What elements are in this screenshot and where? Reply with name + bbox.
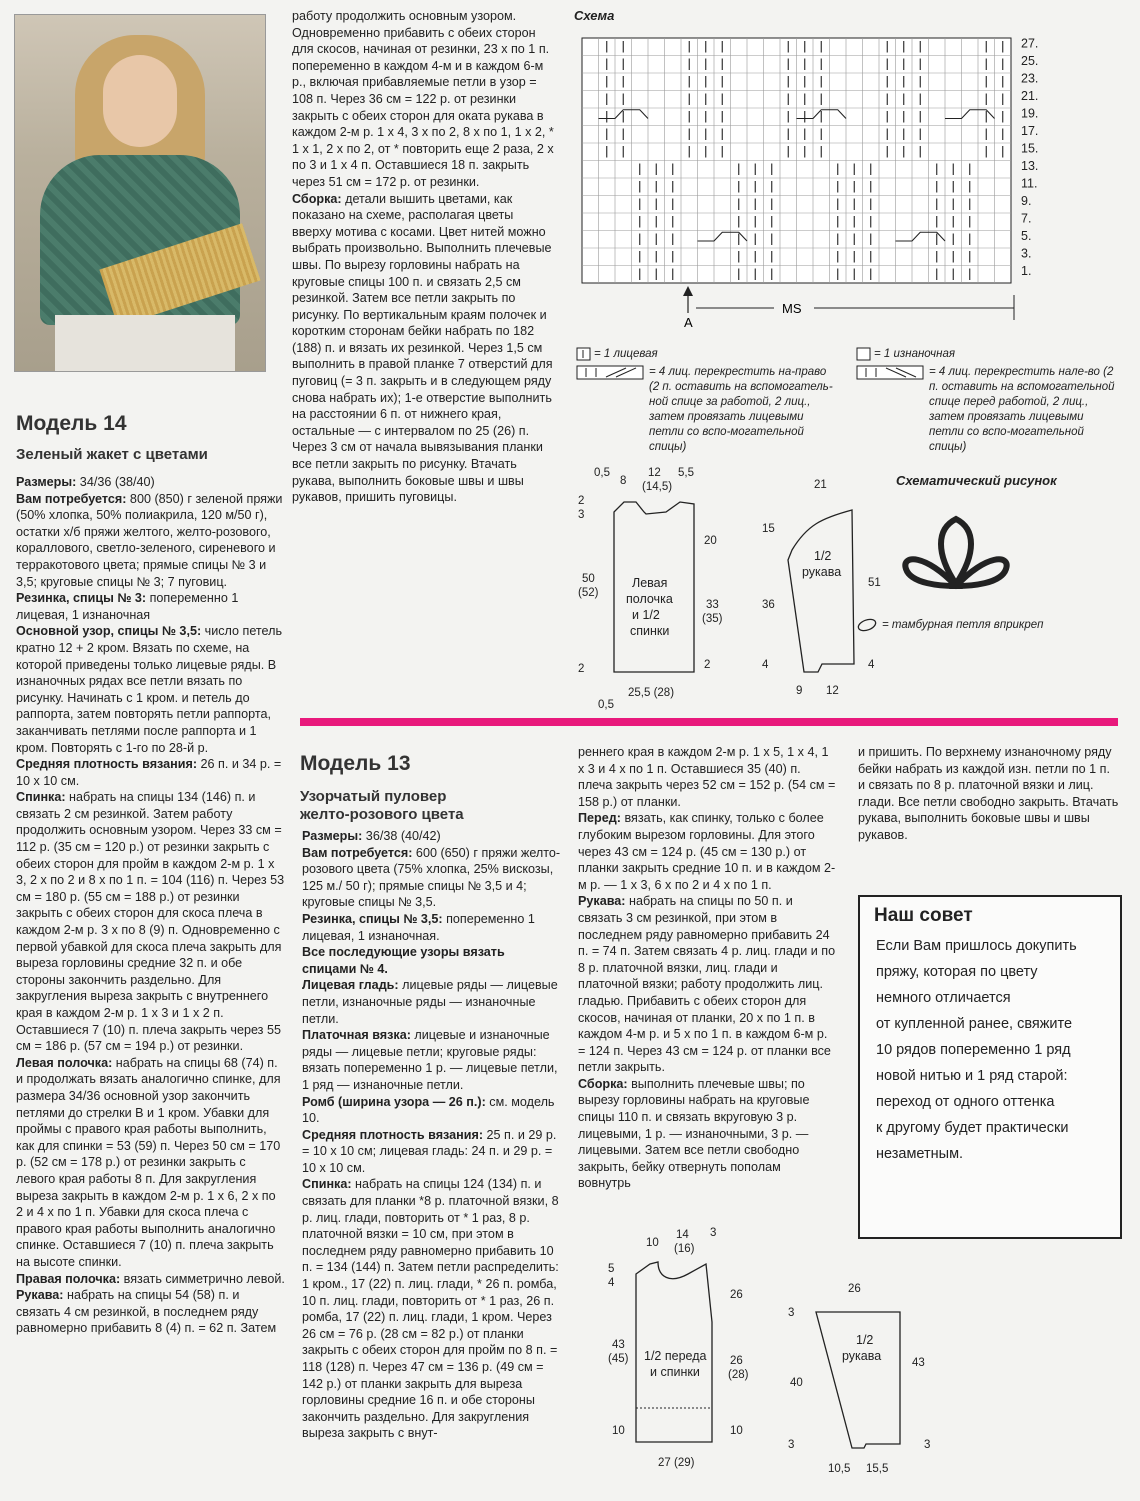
svg-text:26: 26 xyxy=(848,1283,861,1295)
model13-title: Модель 13 xyxy=(300,752,411,775)
svg-text:12: 12 xyxy=(826,685,839,697)
legend-cross-left: = 4 лиц. перекрестить нале-во (2 п. оставить на вспомогательной спице перед работой, 2 лиц., затем провязать лицевыми петли со вспо-могательной спицы) xyxy=(929,366,1115,453)
svg-text:43: 43 xyxy=(612,1339,625,1351)
paragraph: Рукава: набрать на спицы 54 (58) п. и связать 4 см резинкой, в последнем ряду равномерно прибавить 8 (4) п. = 62 п. Затем xyxy=(16,1288,277,1336)
paragraph: и пришить. По верхнему изнаночному ряду бейки набрать из каждой изн. петли по 1 п. и связать по 8 р. платочной вязки и лиц. глади. Все петли свободно закрыть. Втачать рукава, выполнить боковые швы и швы рукавов. xyxy=(858,745,1119,842)
svg-text:рукава: рукава xyxy=(842,1349,882,1363)
svg-text:5,5: 5,5 xyxy=(678,467,694,479)
svg-text:20: 20 xyxy=(704,535,717,547)
tip-title: Наш совет xyxy=(874,905,973,926)
svg-text:14: 14 xyxy=(676,1229,689,1241)
svg-text:(16): (16) xyxy=(674,1243,695,1255)
legend-chain-stitch: = тамбурная петля вприкреп xyxy=(882,619,1044,631)
svg-text:(52): (52) xyxy=(578,587,599,599)
model13-sleeve-diagram xyxy=(780,1272,940,1492)
svg-text:5: 5 xyxy=(608,1263,615,1275)
model13-column-3 xyxy=(858,744,1120,844)
paragraph: Сборка: выполнить плечевые швы; по вырезу горловины набрать на круговые спицы 110 п. и связать вкруговую 3 р. лицевыми, 1 р. — изнаночными, 3 р. — лицевыми. Затем все петли свободно закрыть, бейку отвернуть пополам вовнутрь xyxy=(578,1076,810,1191)
svg-text:25,5 (28): 25,5 (28) xyxy=(628,687,675,699)
svg-text:(45): (45) xyxy=(608,1353,629,1365)
paragraph: Вам потребуется: 600 (650) г пряжи желто-розового цвета (75% хлопка, 25% вискозы, 125 м./ 50 г); прямые спицы № 3,5 и 4; круговые спицы № 3,5. xyxy=(302,845,561,910)
legend-purl: = 1 изнаночная xyxy=(874,348,955,360)
svg-text:1/2 переда: 1/2 переда xyxy=(644,1349,707,1363)
svg-text:21: 21 xyxy=(814,479,827,491)
svg-text:26: 26 xyxy=(730,1355,743,1367)
chart-row-label: 7. xyxy=(1021,211,1032,226)
tip-line: незаметным. xyxy=(876,1146,964,1162)
svg-text:10: 10 xyxy=(646,1237,659,1249)
svg-text:10: 10 xyxy=(730,1425,743,1437)
paragraph: Левая полочка: набрать на спицы 68 (74) п. и продолжать вязать аналогично спинке, для размера 34/36 основной узор закончить петлями до стрелки В и 1 кром. Убавки для проймы с правого края работы выполнить, как для спинки = 53 (59) п. Через 50 см = 170 р. (52 см = 178 р.) от резинки закрыть с левого края работы 8 п. Для закругления выреза закрыть в каждом 2-м р. 1 х 6, 2 х по 2 и 4 х по 1 п. Убавки для скоса плеча с правого края работы выполнить аналогично спинке. Оставшиеся 7 (10) п. плеча закрыть на высоте спинки. xyxy=(16,1055,281,1269)
scheme-drawing-title: Схематический рисунок xyxy=(896,473,1057,488)
svg-text:36: 36 xyxy=(762,599,775,611)
svg-text:4: 4 xyxy=(868,659,875,671)
chart-row-label: 25. xyxy=(1021,54,1039,69)
paragraph: Рукава: набрать на спицы по 50 п. и связать 3 см резинкой, при этом в последнем ряду равномерно прибавить 24 п. = 74 п. Затем связать 4 р. лиц. глади и по 8 р. платочной вязки, лиц. глади и платочной вязки; работу продолжить лиц. гладью. Прибавить с обеих сторон для скосов, начиная от планки, 20 х по 1 п. в каждом 4-м р. и 5 х по 1 п. в каждом 6-м р. = 124 п. Через 43 см = 124 р. от планки все петли закрыть. xyxy=(578,894,836,1075)
svg-text:27 (29): 27 (29) xyxy=(658,1457,695,1469)
svg-text:40: 40 xyxy=(790,1377,803,1389)
chart-marker-ms: MS xyxy=(782,301,802,316)
model14-column-1 xyxy=(16,474,286,1337)
svg-text:9: 9 xyxy=(796,685,803,697)
tip-line: Если Вам пришлось докупить xyxy=(876,938,1077,954)
model14-subtitle: Зеленый жакет с цветами xyxy=(16,446,208,463)
paragraph: Перед: вязать, как спинку, только с более глубоким вырезом горловины. Для этого через 43 см = 124 р. (45 см = 130 р.) от планки закрыть средние 10 п. и в каждом 2-м р. — 1 х 3, 6 х по 2 и 4 х по 1 п. xyxy=(578,811,836,892)
tip-box xyxy=(858,895,1122,1239)
paragraph: Основной узор, спицы № 3,5: число петель кратно 12 + 2 кром. Вязать по схеме, на которой приведены только лицевые ряды. В изнаночных рядах все петли вязать по рисунку. Начинать с 1 кром. и петель до раппорта, затем повторять петли раппорта, заканчивать петлями после раппорта и 1 кром. Повторять с 1-го по 28-й р. xyxy=(16,624,283,755)
paragraph: Спинка: набрать на спицы 134 (146) п. и связать 2 см резинкой. Затем работу продолжить основным узором. Через 33 см = 112 р. (35 см = 120 р.) от резинки закрыть с обеих сторон для пройм в каждом 2-м р. 1 х 3, 2 х по 2 и 8 х по 1 п. = 104 (116) п. Через 53 см = 180 р. (55 см = 188 р.) от резинки закрыть с обеих сторон для скоса плеча в каждом 2-м р. 3 х по 8 (9) п. Одновременно с первой убавкой для скоса плеча закрыть для выреза горловины средние 32 п. и обе стороны закончить раздельно. Для закругления выреза закрыть с внутреннего края в каждом 2-м р. 1 х 3 и 1 х 2 п. Оставшиеся 7 (10) п. плеча закрыть через 55 см = 186 р. (57 см = 194 р.) от резинки. xyxy=(16,790,285,1054)
chart-row-label: 19. xyxy=(1021,106,1039,121)
svg-text:рукава: рукава xyxy=(802,565,842,579)
tip-line: переход от одного оттенка xyxy=(876,1094,1055,1110)
chart-row-label: 17. xyxy=(1021,124,1039,139)
svg-text:2: 2 xyxy=(578,495,585,507)
svg-text:50: 50 xyxy=(582,573,595,585)
model13-column-1 xyxy=(302,828,562,1442)
tip-line: 10 рядов попеременно 1 ряд xyxy=(876,1042,1071,1058)
chart-row-label: 15. xyxy=(1021,141,1039,156)
chart-row-label: 13. xyxy=(1021,159,1039,174)
svg-text:10,5: 10,5 xyxy=(828,1463,851,1475)
tip-line: к другому будет практически xyxy=(876,1120,1069,1136)
svg-text:3: 3 xyxy=(710,1227,717,1239)
chart-row-label: 3. xyxy=(1021,246,1032,261)
tip-line: новой нитью и 1 ряд старой: xyxy=(876,1068,1068,1084)
svg-text:12: 12 xyxy=(648,467,661,479)
svg-text:полочка: полочка xyxy=(626,592,673,606)
paragraph: Резинка, спицы № 3: попеременно 1 лицевая, 1 изнаночная xyxy=(16,591,239,622)
chart-row-label: 21. xyxy=(1021,89,1039,104)
chart-row-label: 11. xyxy=(1021,176,1038,191)
model13-subtitle-1: Узорчатый пуловер xyxy=(300,788,447,805)
paragraph: реннего края в каждом 2-м р. 1 х 5, 1 х 4, 1 х 3 и 4 х по 1 п. Оставшиеся 35 (40) п. плеча закрыть через 52 см = 152 р. (54 см = 158 р.) от планки. xyxy=(578,745,836,809)
svg-text:4: 4 xyxy=(608,1277,615,1289)
paragraph: Резинка, спицы № 3,5: попеременно 1 лицевая, 1 изнаночная. xyxy=(302,911,535,943)
model14-column-2 xyxy=(292,8,554,506)
model13-subtitle-2: желто-розового цвета xyxy=(300,806,464,823)
paragraph: Спинка: набрать на спицы 124 (134) п. и связать для планки *8 р. платочной вязки, 8 р. лиц. глади, повторить от * 1 раз, 8 р. платочной вязки = 10 см, при этом в последнем ряду равномерно прибавить 10 п. = 134 (144) п. Затем петли распределить: 1 кром., 17 (22) п. лиц. глади, * 26 п. ромба, 10 п. лиц. глади, повторить от * 1 раз, 26 п. ромба, 17 (22) п. лиц. глади, 1 кром. Через 26 см = 76 р. (28 см = 82 р.) от планки закрыть с обеих сторон для пройм по 8 п. = 118 (128) п. Через 47 см = 136 р. (49 см = 142 р.) от планки закрыть для выреза горловины средние 16 п. и обе стороны закончить раздельно. Для закругления выреза закрыть с внут- xyxy=(302,1177,559,1441)
model14-title: Модель 14 xyxy=(16,412,127,435)
svg-text:спинки: спинки xyxy=(630,624,670,638)
paragraph: Размеры: 34/36 (38/40) xyxy=(16,475,155,489)
model13-column-2 xyxy=(578,744,836,1192)
svg-text:43: 43 xyxy=(912,1357,925,1369)
svg-text:1/2: 1/2 xyxy=(856,1333,874,1347)
svg-text:(35): (35) xyxy=(702,613,723,625)
svg-text:0,5: 0,5 xyxy=(594,467,610,479)
paragraph: Средняя плотность вязания: 26 п. и 34 р. = 10 х 10 см. xyxy=(16,757,282,788)
model14-header xyxy=(16,412,284,464)
chart-row-label: 9. xyxy=(1021,194,1032,209)
svg-text:3: 3 xyxy=(788,1307,795,1319)
chart-row-label: 23. xyxy=(1021,71,1039,86)
knitting-chart xyxy=(574,30,1074,335)
svg-text:1/2: 1/2 xyxy=(814,549,832,563)
svg-text:Левая: Левая xyxy=(632,576,668,590)
tip-line: пряжу, которая по цвету xyxy=(876,964,1038,980)
svg-text:2: 2 xyxy=(578,663,585,675)
tip-text xyxy=(860,933,1120,1167)
svg-text:(14,5): (14,5) xyxy=(642,481,673,493)
schema-title: Схема xyxy=(574,8,615,23)
svg-text:15,5: 15,5 xyxy=(866,1463,889,1475)
svg-text:33: 33 xyxy=(706,599,719,611)
accent-divider xyxy=(300,718,1118,726)
paragraph: Все последующие узоры вязать спицами № 4. xyxy=(302,945,505,976)
svg-text:8: 8 xyxy=(620,475,627,487)
legend-face: = 1 лицевая xyxy=(594,348,658,360)
tip-line: немного отличается xyxy=(876,990,1011,1006)
legend-left xyxy=(576,347,836,455)
chart-row-label: 1. xyxy=(1021,264,1032,279)
chart-row-label: 27. xyxy=(1021,36,1039,51)
chart-row-label: 5. xyxy=(1021,229,1032,244)
model14-front-diagram xyxy=(570,462,730,712)
model13-body-diagram xyxy=(600,1222,770,1492)
paragraph: работу продолжить основным узором. Одновременно прибавить с обеих сторон для скосов, начиная от резинки, 23 х по 1 п. попеременно в каждом 4-м и в каждом 6-м р., включая прибавляемые петли в узор = 108 п. Через 36 см = 122 р. от резинки закрыть с обеих сторон для оката рукава в каждом 2-м р. 1 х 4, 3 х по 2, 8 х по 1, 1 х 2, * 1 х 1, 2 х по 2, от * повторить еще 2 раза, 2 х по 3 и 1 х 4 п. Оставшиеся 18 п. закрыть через 51 см = 172 р. от резинки. xyxy=(292,9,554,189)
svg-text:2: 2 xyxy=(704,659,711,671)
svg-text:3: 3 xyxy=(788,1439,795,1451)
legend-right xyxy=(856,347,1118,633)
chart-grid xyxy=(582,38,1011,283)
paragraph: Вам потребуется: 800 (850) г зеленой пряжи (50% хлопка, 50% полиакрила, 120 м/50 г), остатки х/б пряжи желтого, желто-розового, кораллового, светло-зеленого, сиреневого и терракотового цвета; прямые спицы № 3 и 3,5; круговые спицы № 3; 7 пуговиц. xyxy=(16,491,283,589)
svg-text:4: 4 xyxy=(762,659,769,671)
chart-marker-a: A xyxy=(684,315,693,330)
legend-cross-right: = 4 лиц. перекрестить на-право (2 п. оставить на вспомогатель-ной спице за работой, 2 лиц., затем провязать лицевыми петли со вспо-могательной спицы) xyxy=(649,366,833,453)
tip-line: от купленной ранее, свяжите xyxy=(876,1016,1073,1032)
svg-text:10: 10 xyxy=(612,1425,625,1437)
svg-text:15: 15 xyxy=(762,523,775,535)
model-photo xyxy=(14,14,266,372)
svg-text:3: 3 xyxy=(578,509,585,521)
paragraph: Сборка: детали вышить цветами, как показано на схеме, располагая цветы вверху мотива с косами. Цвет нитей можно выбрать произвольно. Выполнить плечевые швы. По вырезу горловины набрать на круговые спицы 100 п. и связать 2,5 см резинкой. Затем все петли закрыть по рисунку. По вертикальным краям полочек и коротким сторонам бейки набрать по 182 (188) п. и вязать их резинкой. Через 1,5 см выполнить в правой планке 7 отверстий для пуговиц (= 3 п. закрыть и в следующем ряду снова набрать их); 1-е отверстие выполнить на расстоянии 6 п. от нижнего края, остальные — с интервалом по 25 (26) п. Через 3 см от начала вывязывания планки все петли закрыть по рисунку. Втачать рукава, выполнить боковые швы и швы рукавов, пришить пуговицы. xyxy=(292,191,553,505)
chart-row-labels xyxy=(1021,37,1038,279)
paragraph: Размеры: 36/38 (40/42) xyxy=(302,829,441,843)
paragraph: Правая полочка: вязать симметрично левой. xyxy=(16,1271,285,1286)
svg-text:0,5: 0,5 xyxy=(598,699,614,711)
svg-text:(28): (28) xyxy=(728,1369,749,1381)
svg-text:26: 26 xyxy=(730,1289,743,1301)
paragraph: Платочная вязка: лицевые и изнаночные ряды — лицевые петли; круговые ряды: вязать попеременно 1 р. — лицевые петли, 1 ряд — изнаночные петли. xyxy=(302,1028,558,1092)
model14-sleeve-diagram xyxy=(752,470,892,710)
svg-text:3: 3 xyxy=(924,1439,931,1451)
model13-header xyxy=(300,752,570,824)
svg-text:и спинки: и спинки xyxy=(650,1365,700,1379)
paragraph: Лицевая гладь: лицевые ряды — лицевые петли, изнаночные ряды — изнаночные петли. xyxy=(302,978,558,1026)
paragraph: Ромб (ширина узора — 26 п.): см. модель 10. xyxy=(302,1094,555,1126)
svg-text:и 1/2: и 1/2 xyxy=(632,608,660,622)
svg-text:51: 51 xyxy=(868,577,881,589)
paragraph: Средняя плотность вязания: 25 п. и 29 р. = 10 х 10 см; лицевая гладь: 24 п. и 29 р. = 10 х 10 см. xyxy=(302,1127,557,1175)
